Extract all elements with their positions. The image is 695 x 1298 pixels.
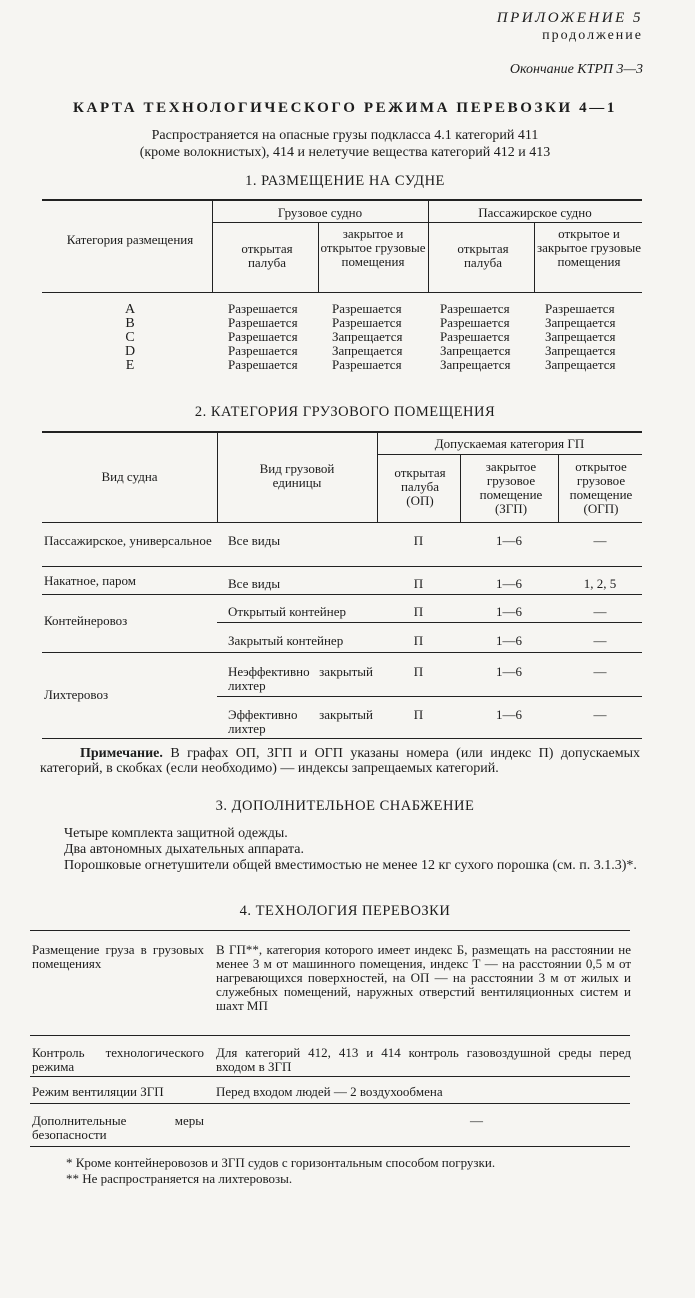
col-vessel-header: Вид судна bbox=[101, 469, 158, 484]
unit-ineffective-lighter: Неэффективно закрытый лихтер bbox=[228, 664, 373, 693]
cargo-open-value: Разрешается bbox=[228, 301, 298, 316]
vessel-passenger: Пассажирское, универсальное bbox=[44, 533, 212, 548]
passenger-open-value: Разрешается bbox=[440, 329, 510, 344]
unit-all-types: Все виды bbox=[228, 533, 281, 548]
passenger-closed-value: Запрещается bbox=[545, 315, 616, 330]
sub-ogp-header: открытое грузовое помещение (ОГП) bbox=[569, 459, 633, 516]
op-value: П bbox=[413, 707, 424, 722]
divider bbox=[42, 738, 642, 739]
divider bbox=[217, 696, 642, 697]
zgp-value: 1—6 bbox=[496, 576, 522, 591]
op-value: П bbox=[413, 664, 424, 679]
tech-label: Режим вентиляции ЗГП bbox=[32, 1084, 164, 1099]
supply-line-3: Порошковые огнетушители общей вместимостью не менее 12 кг сухого порошка (см. п. 3.1.3)*. bbox=[64, 858, 637, 873]
divider bbox=[377, 454, 642, 455]
divider bbox=[217, 432, 218, 522]
unit-closed-container: Закрытый контейнер bbox=[228, 633, 344, 648]
note-text: В графах ОП, ЗГП и ОГП указаны номера (или индекс П) допускаемых категорий, в скобках (если необходимо) — индексы запрещаемых категорий. bbox=[40, 746, 641, 776]
tech-value: Перед входом людей — 2 воздухообмена bbox=[216, 1084, 443, 1099]
cargo-closed-value: Разрешается bbox=[332, 315, 402, 330]
row-category: D bbox=[124, 344, 136, 359]
vessel-roro: Накатное, паром bbox=[44, 573, 136, 588]
divider bbox=[30, 1146, 630, 1147]
cargo-closed-value: Запрещается bbox=[332, 343, 403, 358]
appendix-label: ПРИЛОЖЕНИЕ 5 bbox=[496, 10, 643, 26]
ogp-value: — bbox=[593, 633, 607, 648]
sub-closed-header: закрытое и открытое грузовые помещения bbox=[320, 226, 426, 269]
op-value: П bbox=[413, 533, 424, 548]
group-passenger-header: Пассажирское судно bbox=[478, 205, 592, 220]
tech-value: В ГП**, категория которого имеет индекс Б, размещать на расстоянии не менее 3 м от машинного помещения, индекс Т — на расстоянии 0,5 м от нагревающихся поверхностей, на ОП — на расстоянии 3 м от жилых и служебных помещений, наружных отверстий вентиляционных систем и шахт МП bbox=[216, 942, 631, 1013]
divider bbox=[30, 1076, 630, 1077]
sub-open2-header: открытая палуба bbox=[457, 241, 509, 270]
passenger-closed-value: Разрешается bbox=[545, 301, 615, 316]
group-cargo-header: Грузовое судно bbox=[277, 205, 363, 220]
row-category: E bbox=[125, 358, 135, 373]
sub-open-header: открытая палуба bbox=[241, 241, 293, 270]
cargo-open-value: Разрешается bbox=[228, 357, 298, 372]
zgp-value: 1—6 bbox=[496, 633, 522, 648]
section3-heading: 3. ДОПОЛНИТЕЛЬНОЕ СНАБЖЕНИЕ bbox=[215, 798, 475, 814]
zgp-value: 1—6 bbox=[496, 604, 522, 619]
ogp-value: — bbox=[593, 707, 607, 722]
supply-line-1: Четыре комплекта защитной одежды. bbox=[64, 826, 288, 841]
divider bbox=[30, 1103, 630, 1104]
ogp-value: — bbox=[593, 664, 607, 679]
op-value: П bbox=[413, 576, 424, 591]
unit-effective-lighter: Эффективно закрытый лихтер bbox=[228, 707, 373, 736]
vessel-lighter: Лихтеровоз bbox=[44, 687, 109, 702]
tech-value: — bbox=[470, 1113, 483, 1128]
divider bbox=[460, 454, 461, 522]
unit-all-types: Все виды bbox=[228, 576, 281, 591]
tech-label: Размещение груза в грузовых помещениях bbox=[32, 942, 204, 971]
divider bbox=[217, 622, 642, 623]
section2-heading: 2. КАТЕГОРИЯ ГРУЗОВОГО ПОМЕЩЕНИЯ bbox=[194, 404, 496, 420]
col-unit-header: Вид грузовой единицы bbox=[259, 461, 335, 490]
footnote-1: * Кроме контейнеровозов и ЗГП судов с горизонтальным способом погрузки. bbox=[66, 1155, 496, 1170]
sub-zgp-header: закрытое грузовое помещение (ЗГП) bbox=[479, 459, 543, 516]
note-label: Примечание. bbox=[80, 746, 163, 761]
cargo-closed-value: Разрешается bbox=[332, 301, 402, 316]
zgp-value: 1—6 bbox=[496, 533, 522, 548]
divider bbox=[42, 566, 642, 567]
card-title: КАРТА ТЕХНОЛОГИЧЕСКОГО РЕЖИМА ПЕРЕВОЗКИ 4—1 bbox=[73, 100, 617, 116]
passenger-closed-value: Запрещается bbox=[545, 343, 616, 358]
passenger-closed-value: Запрещается bbox=[545, 357, 616, 372]
sub-closed2-header: открытое и закрытое грузовые помещения bbox=[536, 226, 641, 269]
cargo-open-value: Разрешается bbox=[228, 315, 298, 330]
passenger-open-value: Запрещается bbox=[440, 357, 511, 372]
zgp-value: 1—6 bbox=[496, 664, 522, 679]
passenger-closed-value: Запрещается bbox=[545, 329, 616, 344]
row-category: A bbox=[124, 302, 136, 317]
divider bbox=[42, 431, 642, 433]
divider bbox=[42, 199, 642, 201]
sub-op-header: открытая палуба (ОП) bbox=[394, 465, 446, 508]
divider bbox=[42, 652, 642, 653]
cargo-open-value: Разрешается bbox=[228, 329, 298, 344]
card-subtitle-2: (кроме волокнистых), 414 и нелетучие вещества категорий 412 и 413 bbox=[139, 145, 551, 160]
supply-line-2: Два автономных дыхательных аппарата. bbox=[64, 842, 304, 857]
section4-heading: 4. ТЕХНОЛОГИЯ ПЕРЕВОЗКИ bbox=[239, 903, 451, 919]
tech-label: Дополнительные меры безопасности bbox=[32, 1113, 204, 1142]
divider bbox=[30, 930, 630, 931]
op-value: П bbox=[413, 604, 424, 619]
passenger-open-value: Разрешается bbox=[440, 301, 510, 316]
row-category: C bbox=[125, 330, 135, 345]
group-allowed-header: Допускаемая категория ГП bbox=[434, 436, 585, 451]
divider bbox=[42, 292, 642, 293]
passenger-open-value: Запрещается bbox=[440, 343, 511, 358]
divider bbox=[42, 594, 642, 595]
vessel-container: Контейнеровоз bbox=[44, 613, 128, 628]
divider bbox=[42, 522, 642, 523]
cargo-open-value: Разрешается bbox=[228, 343, 298, 358]
col-category-header: Категория размещения bbox=[66, 232, 194, 247]
table-note bbox=[40, 746, 640, 776]
tech-value: Для категорий 412, 413 и 414 контроль газовоздушной среды перед входом в ЗГП bbox=[216, 1045, 631, 1074]
footnote-2: ** Не распространяется на лихтеровозы. bbox=[66, 1171, 293, 1186]
passenger-open-value: Разрешается bbox=[440, 315, 510, 330]
ogp-value: — bbox=[593, 604, 607, 619]
end-note: Окончание КТРП 3—3 bbox=[509, 62, 643, 77]
section1-heading: 1. РАЗМЕЩЕНИЕ НА СУДНЕ bbox=[245, 173, 445, 189]
zgp-value: 1—6 bbox=[496, 707, 522, 722]
ogp-value: — bbox=[593, 533, 607, 548]
card-subtitle-1: Распространяется на опасные грузы подкласса 4.1 категорий 411 bbox=[151, 128, 539, 143]
row-category: B bbox=[125, 316, 135, 331]
divider bbox=[30, 1035, 630, 1036]
tech-label: Контроль технологического режима bbox=[32, 1045, 204, 1074]
unit-open-container: Открытый контейнер bbox=[228, 604, 346, 619]
op-value: П bbox=[413, 633, 424, 648]
divider bbox=[534, 222, 535, 292]
divider bbox=[558, 454, 559, 522]
cargo-closed-value: Разрешается bbox=[332, 357, 402, 372]
continuation-label: продолжение bbox=[542, 28, 643, 43]
divider bbox=[212, 222, 642, 223]
cargo-closed-value: Запрещается bbox=[332, 329, 403, 344]
ogp-value: 1, 2, 5 bbox=[583, 576, 617, 591]
